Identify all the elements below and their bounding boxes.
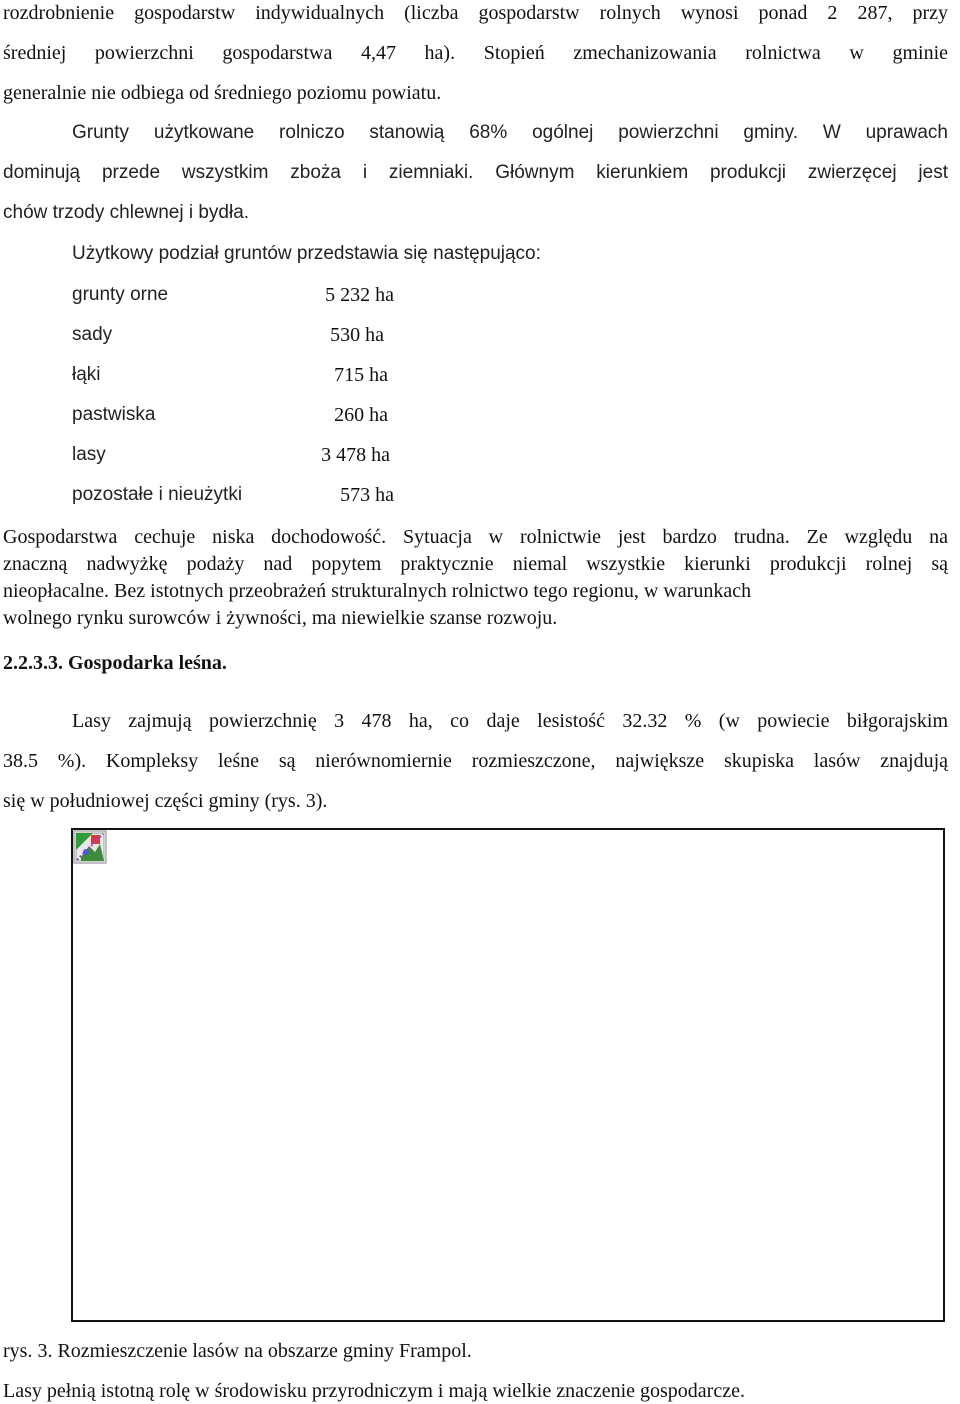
land-use-value: 573 ha — [340, 484, 394, 506]
paragraph-2-line-1: Grunty użytkowane rolniczo stanowią 68% ogólnej powierzchni gminy. W uprawach — [72, 122, 948, 143]
paragraph-2-line-2: dominują przede wszystkim zboża i ziemniaki. Głównym kierunkiem produkcji zwierzęcej jest — [3, 162, 948, 183]
paragraph-4-line-3: się w południowej części gminy (rys. 3). — [3, 790, 328, 812]
land-use-value: 3 478 ha — [321, 444, 390, 466]
land-use-value: 5 232 ha — [325, 284, 394, 306]
land-use-label: sady — [72, 324, 113, 345]
paragraph-3-line-4: wolnego rynku surowców i żywności, ma niewielkie szanse rozwoju. — [3, 607, 558, 629]
broken-image-icon — [73, 830, 107, 864]
land-use-intro: Użytkowy podział gruntów przedstawia się następująco: — [72, 243, 541, 264]
figure-placeholder — [71, 828, 945, 1322]
paragraph-3-line-3: nieopłacalne. Bez istotnych przeobrażeń strukturalnych rolnictwo tego regionu, w warunkach — [3, 580, 752, 602]
section-heading: 2.2.3.3. Gospodarka leśna. — [3, 652, 227, 674]
land-use-label: grunty orne — [72, 284, 169, 305]
paragraph-2-line-3: chów trzody chlewnej i bydła. — [3, 202, 250, 223]
land-use-value: 260 ha — [334, 404, 388, 426]
land-use-label: łąki — [72, 364, 101, 385]
paragraph-1-line-1: rozdrobnienie gospodarstw indywidualnych (liczba gospodarstw rolnych wynosi ponad 2 287, przy — [3, 2, 948, 24]
land-use-label: pozostałe i nieużytki — [72, 484, 243, 505]
land-use-value: 715 ha — [334, 364, 388, 386]
land-use-label: lasy — [72, 444, 106, 465]
closing-line: Lasy pełnią istotną rolę w środowisku przyrodniczym i mają wielkie znaczenie gospodarcze. — [3, 1380, 745, 1402]
land-use-value: 530 ha — [330, 324, 384, 346]
paragraph-4-line-2: 38.5 %). Kompleksy leśne są nierównomiernie rozmieszczone, największe skupiska lasów znajdują — [3, 750, 948, 772]
paragraph-3-line-2: znaczną nadwyżkę podaży nad popytem praktycznie niemal wszystkie kierunki produkcji rolnej są — [3, 553, 948, 575]
land-use-label: pastwiska — [72, 404, 156, 425]
paragraph-1-line-3: generalnie nie odbiega od średniego poziomu powiatu. — [3, 82, 442, 104]
paragraph-3-line-1: Gospodarstwa cechuje niska dochodowość. Sytuacja w rolnictwie jest bardzo trudna. Ze względu na — [3, 526, 948, 548]
figure-caption: rys. 3. Rozmieszczenie lasów na obszarze gminy Frampol. — [3, 1340, 472, 1362]
paragraph-1-line-2: średniej powierzchni gospodarstwa 4,47 ha). Stopień zmechanizowania rolnictwa w gminie — [3, 42, 948, 64]
paragraph-4-line-1: Lasy zajmują powierzchnię 3 478 ha, co daje lesistość 32.32 % (w powiecie biłgorajskim — [72, 710, 948, 732]
